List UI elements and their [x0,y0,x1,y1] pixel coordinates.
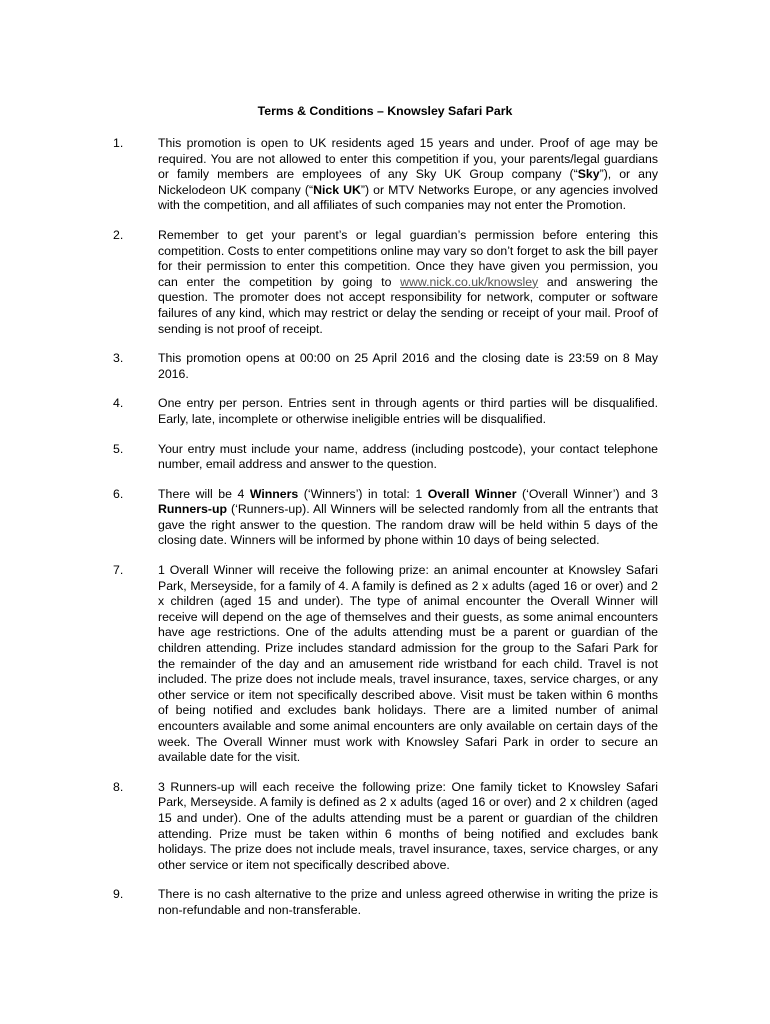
clause-number: 5. [113,441,124,456]
clause-number: 2. [113,227,124,242]
clause-number: 1. [113,136,124,150]
bold-term: Winners [249,486,299,501]
clause-number: 8. [113,779,124,794]
clause-number: 7. [113,563,124,578]
bold-term: Sky [577,167,600,182]
clauses-list [113,136,658,933]
clause-9 [113,887,658,918]
clause-text: There will be 4 Winners (‘Winners’) in total: 1 Overall Winner (‘Overall Winner’) and 3 Runners-up (‘Runners-up). All Winners will be selected randomly from all the entrants that gave the right answer to the question. The random draw will be held within 5 days of the closing date. Winners will be informed by phone within 10 days of being selected. [158,486,658,548]
clause-text: 1 Overall Winner will receive the following prize: an animal encounter at Knowsley Safari Park, Merseyside, for a family of 4. A family is defined as 2 x adults (aged 16 or over) and 2 x children (aged 15 and under). The type of animal encounter the Overall Winner will receive will depend on the age of themselves and their guests, as some animal encounters have age restrictions. One of the adults attending must be a parent or guardian of the children attending. Prize includes standard admission for the group to the Safari Park for the remainder of the day and an amusement ride wristband for each child. Travel is not included. The prize does not include meals, travel insurance, taxes, service charges, or any other service or item not specifically described above. Visit must be taken within 6 months of being notified and excludes bank holidays. There are a limited number of animal encounters available and some animal encounters are only available on certain days of the week. The Overall Winner must work with Knowsley Safari Park in order to secure an available date for the visit. [158,563,658,765]
clause-8 [113,780,658,874]
clause-7 [113,563,658,766]
clause-number: 3. [113,351,124,366]
clause-number: 6. [113,486,124,501]
competition-link[interactable]: www.nick.co.uk/knowsley [400,274,539,289]
clause-5 [113,442,658,473]
bold-term: Nick UK [313,182,361,197]
clause-text: One entry per person. Entries sent in through agents or third parties will be disqualified. Early, late, incomplete or otherwise ineligible entries will be disqualified. [158,396,658,426]
bold-term: Runners-up [158,502,227,517]
clause-4 [113,396,658,427]
bold-term: Overall Winner [427,486,517,501]
clause-6 [113,487,658,549]
clause-text: This promotion is open to UK residents aged 15 years and under. Proof of age may be required. You are not allowed to enter this competition if you, your parents/legal guardians or family members are employees of any Sky UK Group company (“Sky”), or any Nickelodeon UK company (“Nick UK”) or MTV Networks Europe, or any agencies involved with the competition, and all affiliates of such companies may not enter the Promotion. [158,136,659,213]
clause-number: 9. [113,887,124,902]
clause-number: 4. [113,396,124,411]
clause-text: There is no cash alternative to the prize and unless agreed otherwise in writing the prize is non-refundable and non-transferable. [158,887,658,917]
clause-text: Remember to get your parent’s or legal guardian’s permission before entering this competition. Costs to enter competitions online may vary so don’t forget to ask the bill payer for their permission to enter this competition. Once they have given you permission, you can enter the competition by going to www.nick.co.uk/knowsley and answering the question. The promoter does not accept responsibility for network, computer or software failures of any kind, which may restrict or delay the sending or receipt of your mail. Proof of sending is not proof of receipt. [158,227,658,336]
clause-3 [113,351,658,382]
clause-text: This promotion opens at 00:00 on 25 April 2016 and the closing date is 23:59 on 8 May 2016. [158,351,658,381]
clause-text: 3 Runners-up will each receive the following prize: One family ticket to Knowsley Safari Park, Merseyside. A family is defined as 2 x adults (aged 16 or over) and 2 x children (aged 15 and under). One of the adults attending must be a parent or guardian of the children attending. Prize must be taken within 6 months of being notified and excludes bank holidays. The prize does not include meals, travel insurance, taxes, service charges, or any other service or item not specifically described above. [158,779,658,872]
clause-2 [113,228,658,337]
clause-text: Your entry must include your name, address (including postcode), your contact telephone number, email address and answer to the question. [158,441,658,472]
document-title: Terms & Conditions – Knowsley Safari Park [257,104,513,118]
clause-1 [113,136,658,214]
